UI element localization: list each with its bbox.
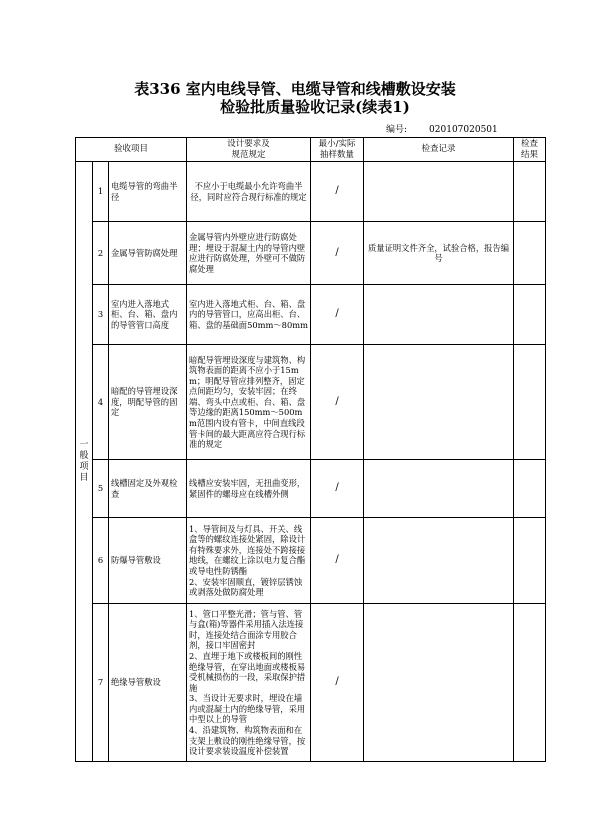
row-quantity: / bbox=[311, 345, 364, 460]
row-record[interactable] bbox=[364, 285, 514, 345]
row-result[interactable] bbox=[514, 604, 546, 762]
row-quantity: / bbox=[311, 460, 364, 518]
row-item-name: 暗配的导管埋设深度，明配导管的固定 bbox=[109, 345, 187, 460]
row-item-name: 电缆导管的弯曲半径 bbox=[109, 162, 187, 222]
row-number: 1 bbox=[93, 162, 109, 222]
header-record: 检查记录 bbox=[364, 138, 514, 162]
row-requirement: 不应小于电缆最小允许弯曲半径，同时应符合现行标准的规定 bbox=[187, 162, 311, 222]
inspection-table bbox=[75, 137, 546, 762]
row-record[interactable] bbox=[364, 604, 514, 762]
row-number: 6 bbox=[93, 518, 109, 604]
row-item-name: 防爆导管敷设 bbox=[109, 518, 187, 604]
row-result[interactable] bbox=[514, 460, 546, 518]
row-requirement: 金属导管内外壁应进行防腐处理；埋设于混凝土内的导管内壁应进行防腐处理，外壁可不做防腐处理 bbox=[187, 222, 311, 285]
row-record[interactable] bbox=[364, 162, 514, 222]
table-header-row bbox=[76, 138, 546, 162]
code-value: 020107020501 bbox=[429, 125, 498, 135]
form-title-line1: 表336 室内电线导管、电缆导管和线槽敷设安装 bbox=[134, 80, 456, 98]
table-row bbox=[76, 345, 546, 460]
row-item-name: 绝缘导管敷设 bbox=[109, 604, 187, 762]
header-result: 检查 结果 bbox=[514, 138, 546, 162]
header-quantity: 最小/实际 抽样数量 bbox=[311, 138, 364, 162]
row-item-name: 线槽固定及外观检查 bbox=[109, 460, 187, 518]
header-item: 验收项目 bbox=[76, 138, 187, 162]
row-quantity: / bbox=[311, 518, 364, 604]
row-result[interactable] bbox=[514, 518, 546, 604]
row-requirement: 1、导管间及与灯具、开关、线盒等的螺纹连接处紧固，除设计有特殊要求外，连接处不跨接接地线，在螺纹上涂以电力复合酯或导电性防锈酯 2、安装牢固顺直，镀锌层锈蚀或剥落处做防腐处理 bbox=[187, 518, 311, 604]
row-requirement: 线槽应安装牢固，无扭曲变形，紧固件的螺母应在线槽外侧 bbox=[187, 460, 311, 518]
row-result[interactable] bbox=[514, 162, 546, 222]
row-requirement: 室内进入落地式柜、台、箱、盘内的导管管口，应高出柜、台、箱、盘的基础面50mm～80mm bbox=[187, 285, 311, 345]
table-row bbox=[76, 460, 546, 518]
row-quantity: / bbox=[311, 222, 364, 285]
row-number: 7 bbox=[93, 604, 109, 762]
row-number: 3 bbox=[93, 285, 109, 345]
row-item-name: 金属导管防腐处理 bbox=[109, 222, 187, 285]
row-record[interactable] bbox=[364, 460, 514, 518]
row-quantity: / bbox=[311, 285, 364, 345]
row-requirement: 暗配导管埋设深度与建筑物、构筑物表面的距离不应小于15mm；明配导管应排列整齐，固定点间距均匀，安装牢固；在终端、弯头中点或柜、台、箱、盘等边缘的距离150mm～500mm范围内设有管卡，中间直线段管卡间的最大距离应符合现行标准的规定 bbox=[187, 345, 311, 460]
row-record[interactable] bbox=[364, 518, 514, 604]
row-requirement: 1、管口平整光滑；管与管、管与盒(箱)等器件采用插入法连接时，连接处结合面涂专用胶合剂，接口牢固密封 2、直埋于地下或楼板间的刚性绝缘导管，在穿出地面或楼板易受机械损伤的一段，采取保护措施 3、当设计无要求时，埋设在墙内或混凝土内的绝缘导管，采用中型以上的导管 4、沿建筑物、构筑物表面和在支架上敷设的刚性绝缘导管，按设计要求装设温度补偿装置 bbox=[187, 604, 311, 762]
category-general-items: 一 般 项 目 bbox=[76, 162, 93, 762]
form-title-line2: 检验批质量验收记录(续表1) bbox=[220, 98, 410, 116]
row-record[interactable] bbox=[364, 345, 514, 460]
table-row bbox=[76, 222, 546, 285]
row-item-name: 室内进入落地式柜、台、箱、盘内的导管管口高度 bbox=[109, 285, 187, 345]
row-result[interactable] bbox=[514, 345, 546, 460]
table-row bbox=[76, 162, 546, 222]
row-quantity: / bbox=[311, 162, 364, 222]
row-quantity: / bbox=[311, 604, 364, 762]
code-label: 编号: bbox=[386, 125, 408, 135]
form-code bbox=[386, 122, 498, 135]
header-requirement: 设计要求及 规范规定 bbox=[187, 138, 311, 162]
row-number: 5 bbox=[93, 460, 109, 518]
row-record[interactable]: 质量证明文件齐全，试验合格，报告编号 bbox=[364, 222, 514, 285]
row-result[interactable] bbox=[514, 222, 546, 285]
table-row bbox=[76, 604, 546, 762]
table-row bbox=[76, 285, 546, 345]
row-result[interactable] bbox=[514, 285, 546, 345]
table-row bbox=[76, 518, 546, 604]
row-number: 2 bbox=[93, 222, 109, 285]
row-number: 4 bbox=[93, 345, 109, 460]
